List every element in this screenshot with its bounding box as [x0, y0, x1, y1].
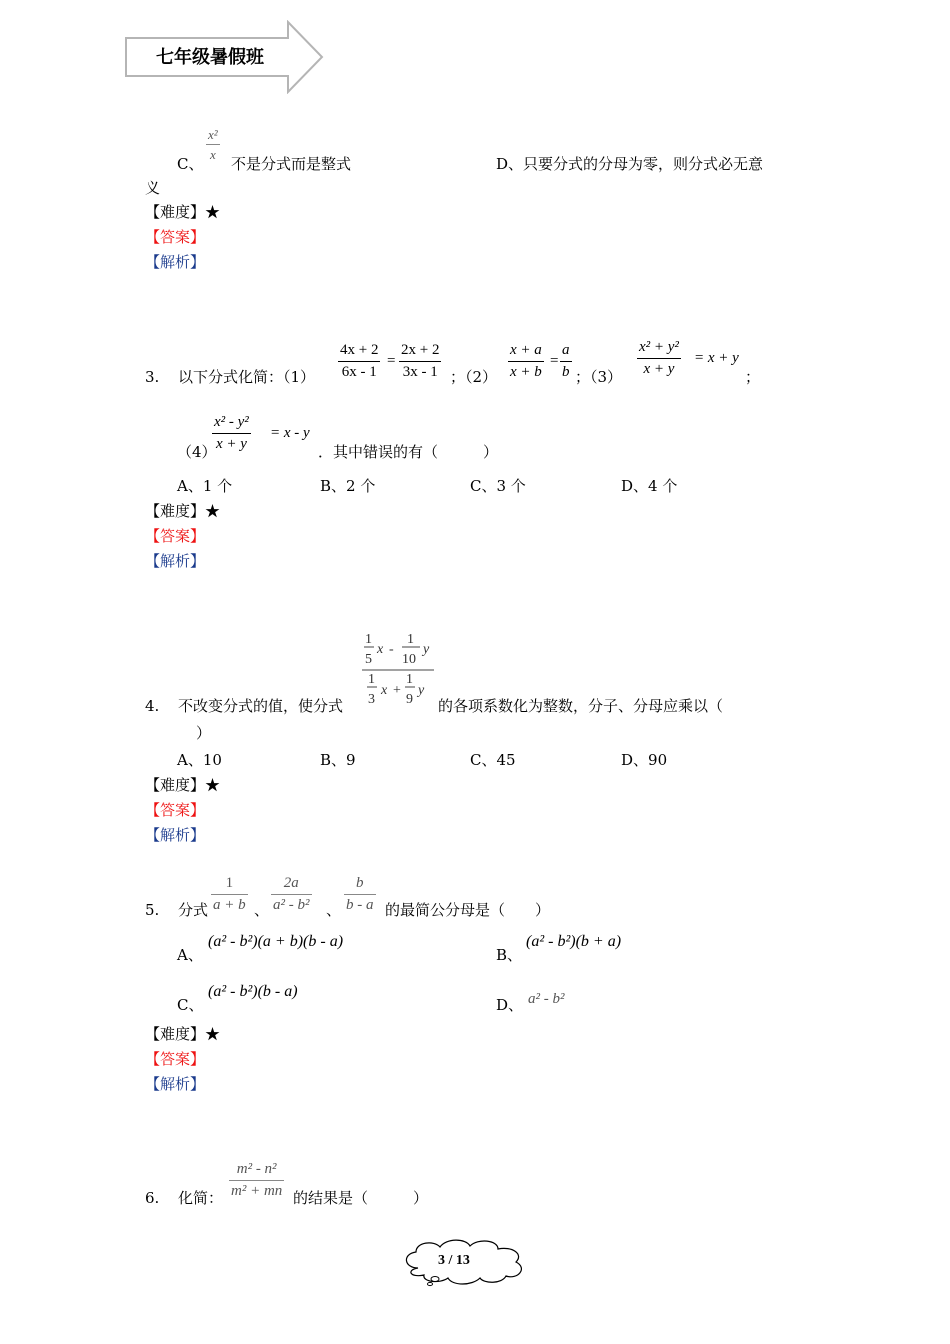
- q3-analysis: 【解析】: [145, 552, 206, 570]
- q3-option-c: C、3 个: [470, 477, 526, 495]
- q3-eq3-right: = x + y: [694, 350, 739, 366]
- q4-difficulty: 【难度】★: [145, 776, 221, 794]
- q2-option-c-numerator: x²: [206, 128, 220, 145]
- q3-separator-3: ；（3）: [575, 368, 623, 386]
- q3-option-b: B、2 个: [320, 477, 376, 495]
- q5-fraction-1-denominator: a + b: [213, 897, 246, 913]
- q2-option-c-fraction: [206, 128, 220, 161]
- q3-eq2-left-fraction: [508, 343, 544, 380]
- svg-text:1: 1: [368, 672, 375, 687]
- q5-stem: 分式: [178, 901, 209, 919]
- q5-fraction-3-denominator: b - a: [346, 897, 374, 913]
- q6-number: 6.: [145, 1189, 160, 1207]
- q6-fraction: [229, 1162, 284, 1199]
- q5-fraction-3: [344, 876, 376, 913]
- q4-answer: 【答案】: [145, 801, 206, 819]
- svg-text:y: y: [418, 683, 425, 698]
- q5-tail: 的最简公分母是（ ）: [385, 901, 551, 919]
- q5-option-d-expr: a² - b²: [528, 991, 565, 1007]
- q5-answer: 【答案】: [145, 1050, 206, 1068]
- q5-fraction-2-denominator: a² - b²: [273, 897, 310, 913]
- svg-text:-: -: [389, 642, 394, 657]
- q6-fraction-denominator: m² + mn: [231, 1183, 283, 1199]
- q2-answer: 【答案】: [145, 228, 206, 246]
- q3-eq3-left-denominator: x + y: [643, 361, 675, 377]
- q6-fraction-numerator: m² - n²: [229, 1162, 284, 1181]
- q3-eq3-left-fraction: [637, 340, 681, 377]
- svg-text:9: 9: [406, 692, 413, 707]
- q3-eq1-right-denominator: 3x - 1: [402, 364, 438, 380]
- q5-separator-2: 、: [326, 901, 342, 919]
- svg-text:5: 5: [365, 652, 372, 667]
- q3-eq2-right-denominator: b: [562, 364, 570, 380]
- q5-fraction-3-numerator: b: [344, 876, 376, 895]
- q5-fraction-2: [271, 876, 312, 913]
- q3-eq2-left-numerator: x + a: [508, 343, 544, 362]
- q5-separator-1: 、: [254, 901, 270, 919]
- q3-number: 3.: [145, 368, 160, 386]
- q6-stem: 化简：: [178, 1189, 224, 1207]
- q5-option-a-expr: (a² - b²)(a + b)(b - a): [208, 933, 344, 950]
- q3-difficulty: 【难度】★: [145, 502, 221, 520]
- q3-answer: 【答案】: [145, 527, 206, 545]
- q3-separator-4: ；: [745, 368, 761, 386]
- q4-option-b: B、9: [320, 751, 356, 769]
- svg-text:1: 1: [407, 632, 414, 647]
- q4-tail-wrap: ）: [196, 724, 212, 742]
- q3-eq1-left-denominator: 6x - 1: [341, 364, 377, 380]
- q3-eq3-left-numerator: x² + y²: [637, 340, 681, 359]
- svg-text:x: x: [377, 642, 384, 657]
- q4-option-c: C、45: [470, 751, 516, 769]
- q6-tail: 的结果是（ ）: [293, 1189, 429, 1207]
- q5-option-a-label: A、: [177, 946, 203, 964]
- svg-text:1: 1: [365, 632, 372, 647]
- q3-eq2-left-denominator: x + b: [510, 364, 542, 380]
- svg-text:10: 10: [402, 652, 416, 667]
- q3-eq1-equals: =: [387, 353, 396, 369]
- svg-text:y: y: [423, 642, 430, 657]
- q3-eq1-left-fraction: [338, 343, 380, 380]
- q5-fraction-1-numerator: 1: [211, 876, 248, 895]
- q2-option-c-denominator: x: [209, 147, 216, 162]
- q5-option-d-label: D、: [496, 996, 524, 1014]
- q2-difficulty: 【难度】★: [145, 203, 221, 221]
- q2-option-d-text: D、只要分式的分母为零，则分式必无意: [496, 155, 764, 173]
- q3-eq1-left-numerator: 4x + 2: [338, 343, 380, 362]
- q3-option-d: D、4 个: [621, 477, 678, 495]
- q5-fraction-2-numerator: 2a: [271, 876, 312, 895]
- q3-eq1-right-numerator: 2x + 2: [399, 343, 441, 362]
- q3-eq2-right-numerator: a: [560, 343, 572, 362]
- svg-text:+: +: [393, 683, 401, 698]
- q3-eq4-right: = x - y: [270, 425, 310, 441]
- q2-option-c-text: 不是分式而是整式: [231, 155, 352, 173]
- q3-eq4-left-numerator: x² - y²: [212, 415, 251, 434]
- q4-number: 4.: [145, 697, 160, 715]
- q5-difficulty: 【难度】★: [145, 1025, 221, 1043]
- q5-number: 5.: [145, 901, 160, 919]
- q3-item4-label: （4）: [177, 443, 217, 461]
- q5-option-b-label: B、: [496, 946, 523, 964]
- q5-fraction-1: [211, 876, 248, 913]
- svg-text:1: 1: [406, 672, 413, 687]
- q2-option-c-label: C、: [177, 155, 204, 173]
- q3-tail: ．其中错误的有（ ）: [318, 443, 499, 461]
- svg-text:3: 3: [368, 692, 375, 707]
- q3-separator-2: ；（2）: [450, 368, 498, 386]
- q3-option-a: A、1 个: [177, 477, 233, 495]
- q3-stem: 以下分式化简：（1）: [178, 368, 316, 386]
- footer-page-number: 3 / 13: [438, 1253, 470, 1268]
- q4-option-d: D、90: [621, 751, 668, 769]
- q4-compound-fraction: [360, 628, 436, 714]
- svg-text:x: x: [381, 683, 388, 698]
- q4-option-a: A、10: [177, 751, 222, 769]
- q3-eq1-right-fraction: [399, 343, 441, 380]
- q4-analysis: 【解析】: [145, 826, 206, 844]
- q5-option-c-label: C、: [177, 996, 204, 1014]
- q5-analysis: 【解析】: [145, 1075, 206, 1093]
- q4-tail: 的各项系数化为整数，分子、分母应乘以（: [438, 697, 724, 715]
- q3-eq2-equals: =: [550, 353, 559, 369]
- q3-eq4-left-denominator: x + y: [215, 436, 247, 452]
- q2-analysis: 【解析】: [145, 253, 206, 271]
- header-title: 七年级暑假班: [156, 47, 264, 68]
- q5-option-c-expr: (a² - b²)(b - a): [208, 983, 298, 1000]
- q5-option-b-expr: (a² - b²)(b + a): [526, 933, 622, 950]
- q4-stem: 不改变分式的值，使分式: [178, 697, 344, 715]
- q3-eq2-right-fraction: [560, 343, 572, 380]
- q3-eq4-left-fraction: [212, 415, 251, 452]
- q2-option-d-wrap: 义: [145, 179, 161, 197]
